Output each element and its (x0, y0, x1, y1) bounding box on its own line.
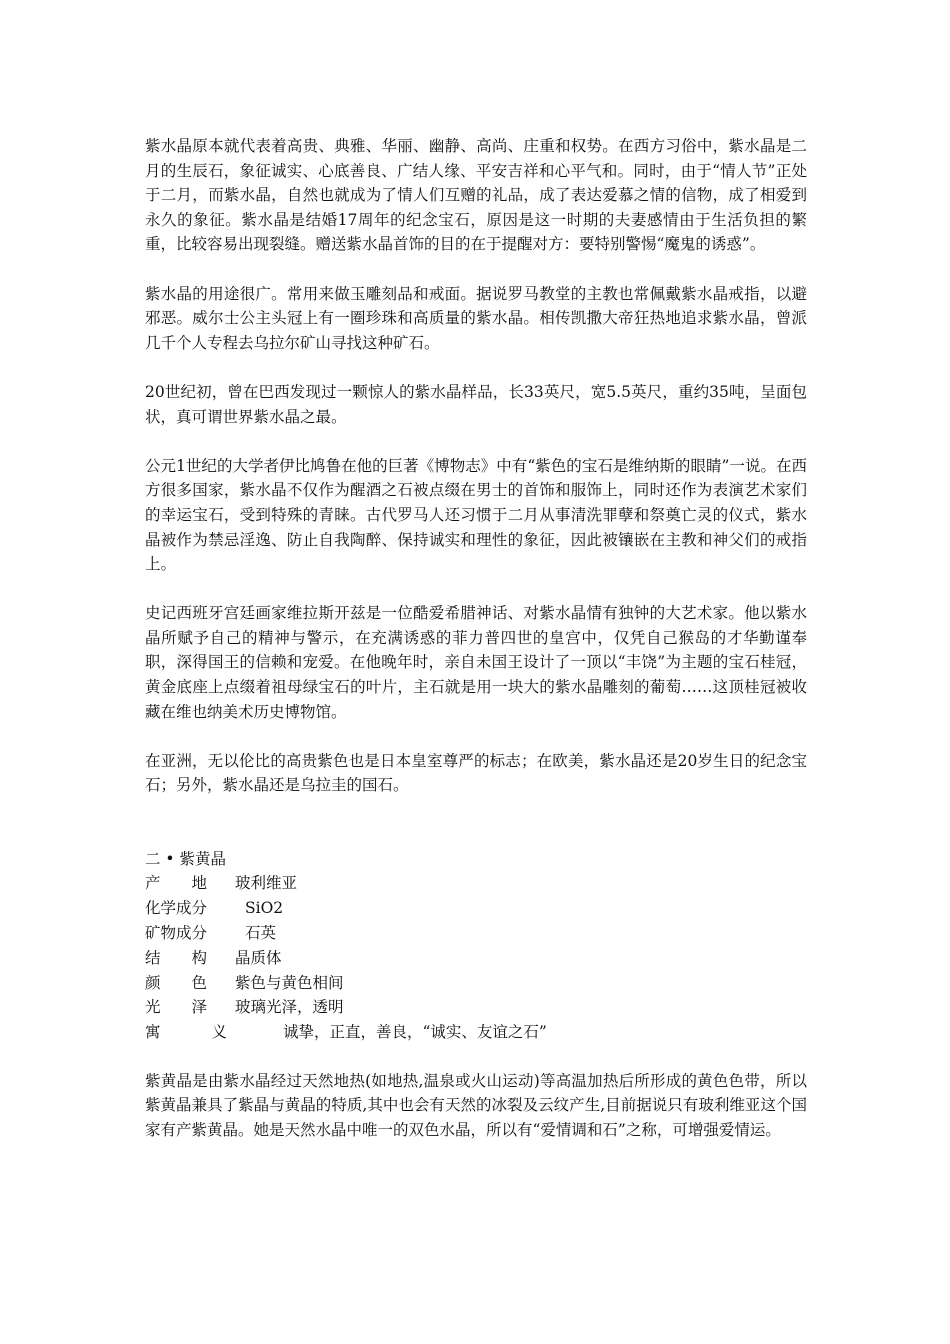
property-value: 紫色与黄色相间 (235, 973, 344, 992)
property-row-meaning (145, 1020, 807, 1045)
property-key-char: 义 (211, 1023, 227, 1042)
property-value: 玻璃光泽，透明 (235, 998, 344, 1017)
property-key: 矿物成分 (145, 923, 208, 942)
property-row-luster (145, 995, 807, 1020)
paragraph-asia-europe: 在亚洲，无以伦比的高贵紫色也是日本皇室尊严的标志；在欧美，紫水晶还是20岁生日的纪念宝石；另外，紫水晶还是乌拉圭的国石。 (145, 751, 807, 795)
property-row-structure (145, 946, 807, 971)
property-key: 化学成分 (145, 899, 208, 918)
property-key-char: 地 (191, 874, 207, 893)
paragraph-amethyst-uses: 紫水晶的用途很广。常用来做玉雕刻品和戒面。据说罗马教堂的主教也常佩戴紫水晶戒指，以避邪恶。威尔士公主头冠上有一圈珍珠和高质量的紫水晶。相传凯撒大帝狂热地追求紫水晶，曾派几千个人专程去乌拉尔矿山寻找这种矿石。 (145, 284, 807, 352)
property-key (145, 871, 207, 896)
paragraph-velazquez: 史记西班牙宫廷画家维拉斯开兹是一位酷爱希腊神话、对紫水晶情有独钟的大艺术家。他以紫水晶所赋予自己的精神与警示，在充满诱惑的菲力普四世的皇宫中，仅凭自己猴岛的才华勤谨奉职，深得国王的信赖和宠爱。在他晚年时，亲自未国王设计了一顶以“丰饶”为主题的宝石桂冠，黄金底座上点缀着祖母绿宝石的叶片，主石就是用一块大的紫水晶雕刻的葡萄……这顶桂冠被收藏在维也纳美术历史博物馆。 (145, 604, 807, 721)
property-key (145, 946, 207, 971)
section-heading: 二 • 紫黄晶 (145, 849, 226, 868)
property-row-color (145, 970, 807, 995)
section-ametrine (145, 847, 807, 1143)
paragraph-brazil-specimen: 20世纪初，曾在巴西发现过一颗惊人的紫水晶样品，长33英尺，宽5.5英尺，重约35吨，呈面包状，真可谓世界紫水晶之最。 (145, 382, 807, 426)
paragraph-ametrine-description: 紫黄晶是由紫水晶经过天然地热(如地热,温泉或火山运动)等高温加热后所形成的黄色色带，所以紫黄晶兼具了紫晶与黄晶的特质,其中也会有天然的冰裂及云纹产生,目前据说只有玻利维亚这个国家有产紫黄晶。她是天然水晶中唯一的双色水晶，所以有“爱情调和石”之称，可增强爱情运。 (145, 1071, 807, 1139)
property-row-origin (145, 871, 807, 896)
property-value: SiO2 (245, 899, 284, 918)
document-page (145, 134, 807, 1167)
property-key (145, 1020, 227, 1045)
section-spacer (145, 823, 807, 847)
property-key-char: 产 (145, 874, 161, 893)
property-value: 诚挚，正直，善良，“诚实、友谊之石” (283, 1023, 547, 1042)
property-key-char: 光 (145, 998, 161, 1017)
property-value: 晶质体 (235, 948, 282, 967)
property-key-char: 颜 (145, 973, 161, 992)
property-key (145, 995, 207, 1020)
property-row-mineral (145, 921, 807, 946)
property-key-char: 色 (191, 973, 207, 992)
paragraph-amethyst-symbolism: 紫水晶原本就代表着高贵、典雅、华丽、幽静、高尚、庄重和权势。在西方习俗中，紫水晶是二月的生辰石，象征诚实、心底善良、广结人缘、平安吉祥和心平气和。同时，由于“情人节”正处于二月，而紫水晶，自然也就成为了情人们互赠的礼品，成了表达爱慕之情的信物，成了相爱到永久的象征。紫水晶是结婚17周年的纪念宝石，原因是这一时期的夫妻感情由于生活负担的繁重，比较容易出现裂缝。赠送紫水晶首饰的目的在于提醒对方：要特别警惕“魔鬼的诱惑”。 (145, 137, 807, 254)
property-key-char: 寓 (145, 1023, 161, 1042)
paragraph-natural-history: 公元1世纪的大学者伊比鸠鲁在他的巨著《博物志》中有“紫色的宝石是维纳斯的眼睛”一说。在西方很多国家，紫水晶不仅作为醒酒之石被点缀在男士的首饰和服饰上，同时还作为表演艺术家们的幸运宝石，受到特殊的青睐。古代罗马人还习惯于二月从事清洗罪孽和祭奠亡灵的仪式，紫水晶被作为禁忌淫逸、防止自我陶醉、保持诚实和理性的象征，因此被镶嵌在主教和神父们的戒指上。 (145, 456, 807, 574)
property-value: 玻利维亚 (235, 874, 298, 893)
property-key-char: 结 (145, 948, 161, 967)
property-key-char: 构 (191, 948, 207, 967)
property-key (145, 971, 207, 996)
property-key-char: 泽 (191, 998, 207, 1017)
property-value: 石英 (245, 923, 277, 942)
property-row-chemistry (145, 896, 807, 921)
